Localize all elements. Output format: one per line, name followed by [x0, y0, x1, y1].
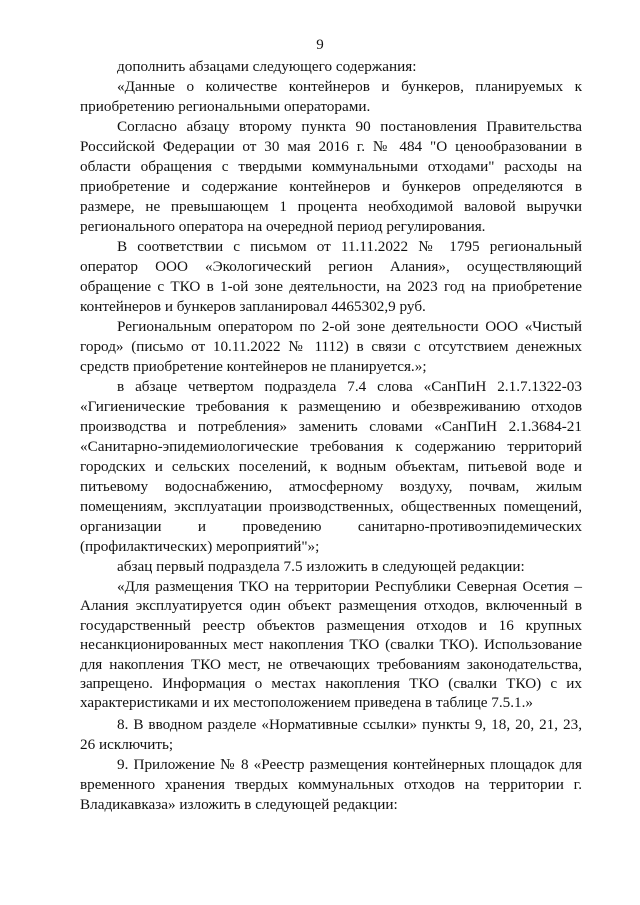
paragraph-section-7-5-text: «Для размещения ТКО на территории Республики Северная Осетия – Алания эксплуатируется один объект размещения отходов, включенный в государственный реестр объектов размещения отходов и 16 крупных несанкционированных мест накопления ТКО (свалки ТКО). Использование для накопления ТКО мест, не отвечающих требованиям законодательства, запрещено. Информация о местах накопления ТКО (свалки ТКО) с их характеристиками и их местоположением приведена в таблице 7.5.1.» — [80, 578, 582, 712]
page-number: 9 — [316, 37, 324, 53]
paragraph-section-7-4: в абзаце четвертом подраздела 7.4 слова «СанПиН 2.1.7.1322-03 «Гигиенические требования к размещению и обезвреживанию отходов производства и потребления» заменить словами «СанПиН 2.1.3684-21 «Санитарно-эпидемиологические требования к содержанию территорий городских и сельских поселений, к водным объектам, питьевой воде и питьевому водоснабжению, атмосферному воздуху, почвам, жилым помещениям, эксплуатации производственных, общественных помещений, организации и проведению санитарно-противоэпидемических (профилактических) мероприятий"»; — [80, 378, 582, 555]
paragraph-operator-zone-1: В соответствии с письмом от 11.11.2022 № 1795 региональный оператор ООО «Экологический регион Алания», осуществляющий обращение с ТКО в 1-ой зоне деятельности, на 2023 год на приобретение контейнеров и бункеров запланировал 4465302,9 руб. — [80, 238, 582, 315]
paragraph-section-7-5-intro: абзац первый подраздела 7.5 изложить в следующей редакции: — [117, 558, 525, 575]
paragraph-government-decree: Согласно абзацу второму пункта 90 постановления Правительства Российской Федерации от 30 мая 2016 г. № 484 "О ценообразовании в области обращения с твердыми коммунальными отходами" расходы на приобретение и содержание контейнеров и бункеров определяются в размере, не превышающем 1 процента необходимой валовой выручки регионального оператора на очередной период регулирования. — [80, 118, 582, 235]
paragraph-intro: дополнить абзацами следующего содержания: — [117, 58, 417, 75]
paragraph-operator-zone-2: Региональным оператором по 2-ой зоне деятельности ООО «Чистый город» (письмо от 10.11.2022 № 1112) в связи с отсутствием денежных средств приобретение контейнеров не планируется.»; — [80, 318, 582, 375]
paragraph-item-8: 8. В вводном разделе «Нормативные ссылки» пункты 9, 18, 20, 21, 23, 26 исключить; — [80, 715, 582, 753]
document-body — [80, 57, 582, 815]
paragraph-containers-data: «Данные о количестве контейнеров и бункеров, планируемых к приобретению региональными операторами. — [80, 78, 582, 115]
paragraph-item-9: 9. Приложение № 8 «Реестр размещения контейнерных площадок для временного хранения твердых коммунальных отходов на территории г. Владикавказа» изложить в следующей редакции: — [80, 755, 582, 813]
